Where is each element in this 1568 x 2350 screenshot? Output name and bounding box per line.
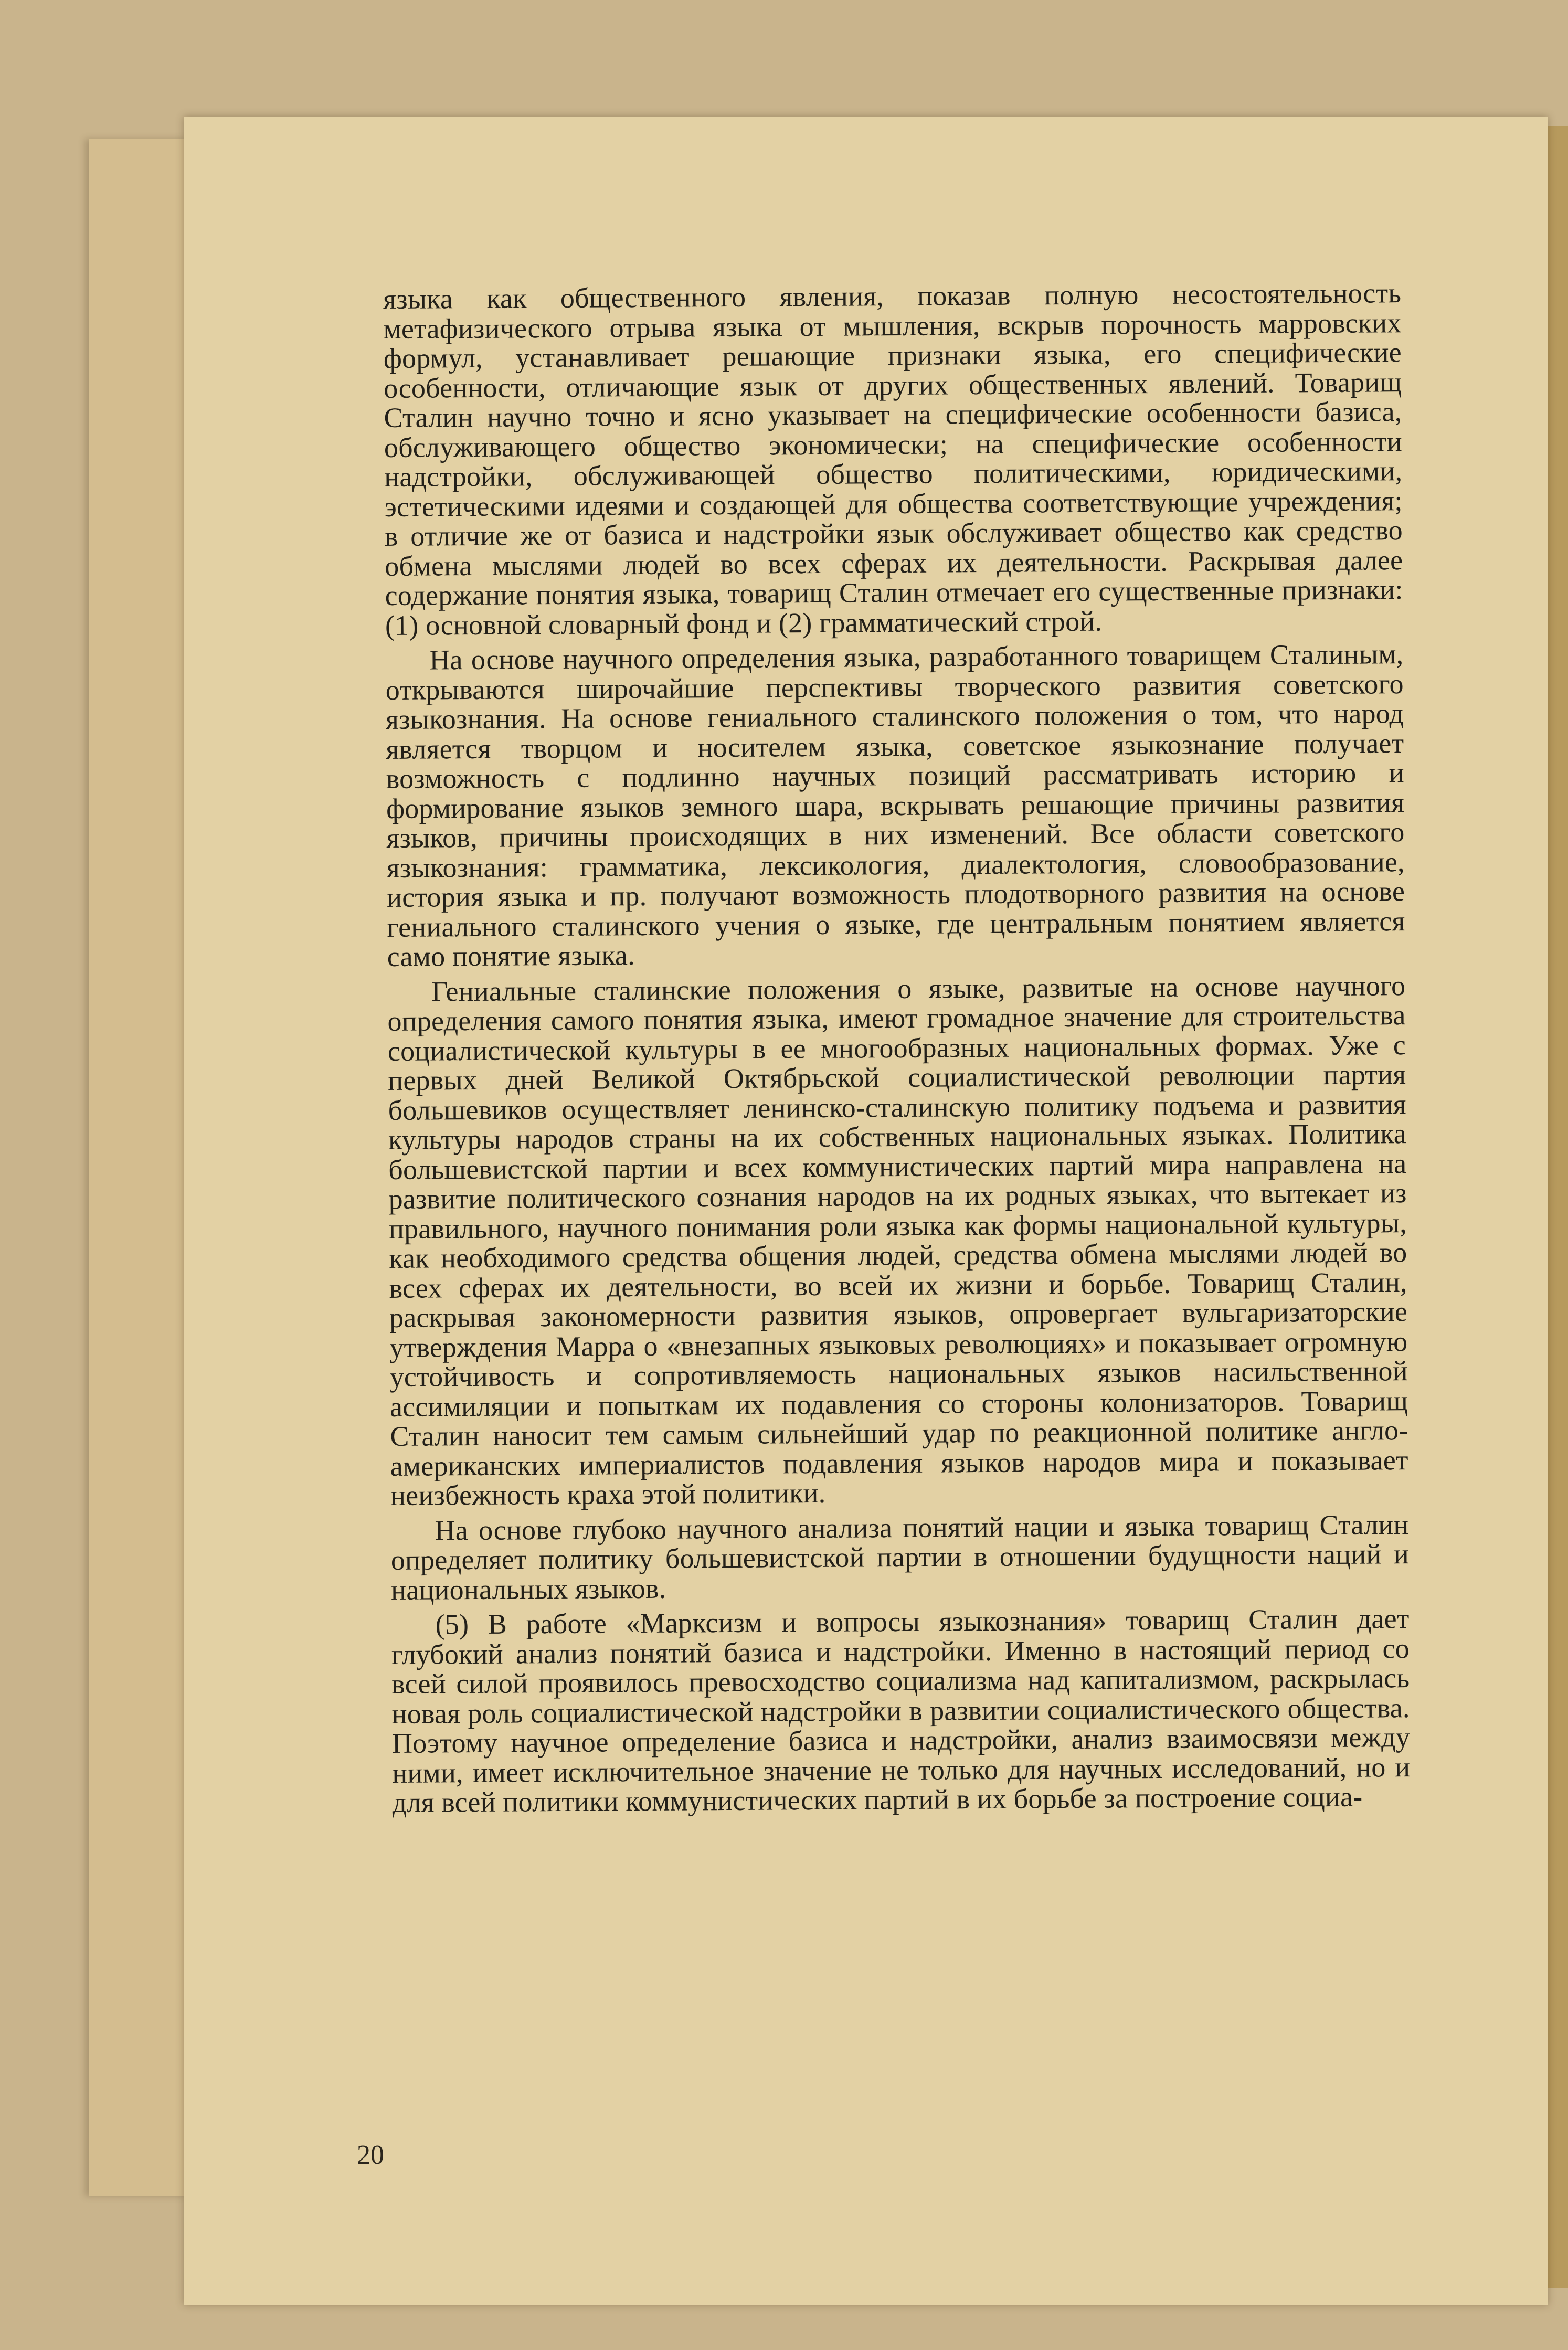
page-number: 20 <box>357 2140 384 2170</box>
paragraph-4: На основе глубоко научного анализа понятий нации и языка товарищ Сталин определяет политику большевистской партии в отношении будущности наций и национальных языков. <box>390 1508 1409 1606</box>
paragraph-5: (5) В работе «Марксизм и вопросы языкознания» товарищ Сталин дает глубокий анализ понятий базиса и надстройки. Именно в настоящий период со всей силой проявилось превосходство социализма над капитализмом, раскрылась новая роль социалистической надстройки в развитии социалистического общества. Поэтому научное определение базиса и надстройки, анализ взаимосвязи между ними, имеет исключительное значение не только для научных исследований, но и для всей политики коммунистических партий в их борьбе за построение социа- <box>391 1603 1411 1818</box>
paragraph-1: языка как общественного явления, показав полную несостоятельность метафизического отрыва языка от мышления, вскрыв порочность марровских формул, устанавливает решающие признаки языка, его специфические особенности, отличающие язык от других общественных явлений. Товарищ Сталин научно точно и ясно указывает на специфические особенности базиса, обслуживающего общество экономически; на специфические особенности надстройки, обслуживающей общество политическими, юридическими, эстетическими идеями и создающей для общества соответствующие учреждения; в отличие же от базиса и надстройки язык обслуживает общество как средство обмена мыслями людей во всех сферах их деятельности. Раскрывая далее содержание понятия языка, товарищ Сталин отмечает его существенные признаки: (1) основной словарный фонд и (2) грамматический строй. <box>383 277 1403 641</box>
book-page <box>184 117 1548 2305</box>
paragraph-2: На основе научного определения языка, разработанного товарищем Сталиным, открываются широчайшие перспективы творческого развития советского языкознания. На основе гениального сталинского положения о том, что народ является творцом и носителем языка, советское языкознание получает возможность с подлинно научных позиций рассматривать историю и формирование языков земного шара, вскрывать решающие причины развития языков, причины происходящих в них изменений. Все области советского языкознания: грамматика, лексикология, диалектология, словообразование, история языка и пр. получают возможность плодотворного развития на основе гениального сталинского учения о языке, где центральным понятием является само понятие языка. <box>385 638 1405 972</box>
backdrop-page-edge-left <box>89 139 189 2196</box>
body-text <box>383 278 1411 1823</box>
paragraph-3: Гениальные сталинские положения о языке, развитые на основе научного определения самого понятия языка, имеют громадное значение для строительства социалистической культуры в ее многообразных национальных формах. Уже с первых дней Великой Октябрьской социалистической революции партия большевиков осуществляет ленинско-сталинскую политику подъема и развития культуры народов страны на их собственных национальных языках. Политика большевистской партии и всех коммунистических партий мира направлена на развитие политического сознания народов на их родных языках, что вытекает из правильного, научного понимания роли языка как формы национальной культуры, как необходимого средства общения людей, средства обмена мыслями людей во всех сферах их деятельности, во всей их жизни и борьбе. Товарищ Сталин, раскрывая закономерности развития языков, опровергает вульгаризаторские утверждения Марра о «внезапных языковых революциях» и показывает огромную устойчивость и сопротивляемость национальных языков насильственной ассимиляции и попыткам их подавления со стороны колонизаторов. Товарищ Сталин наносит тем самым сильнейший удар по реакционной политике англо-американских империалистов подавления языков народов мира и показывает неизбежность краха этой политики. <box>387 969 1408 1511</box>
